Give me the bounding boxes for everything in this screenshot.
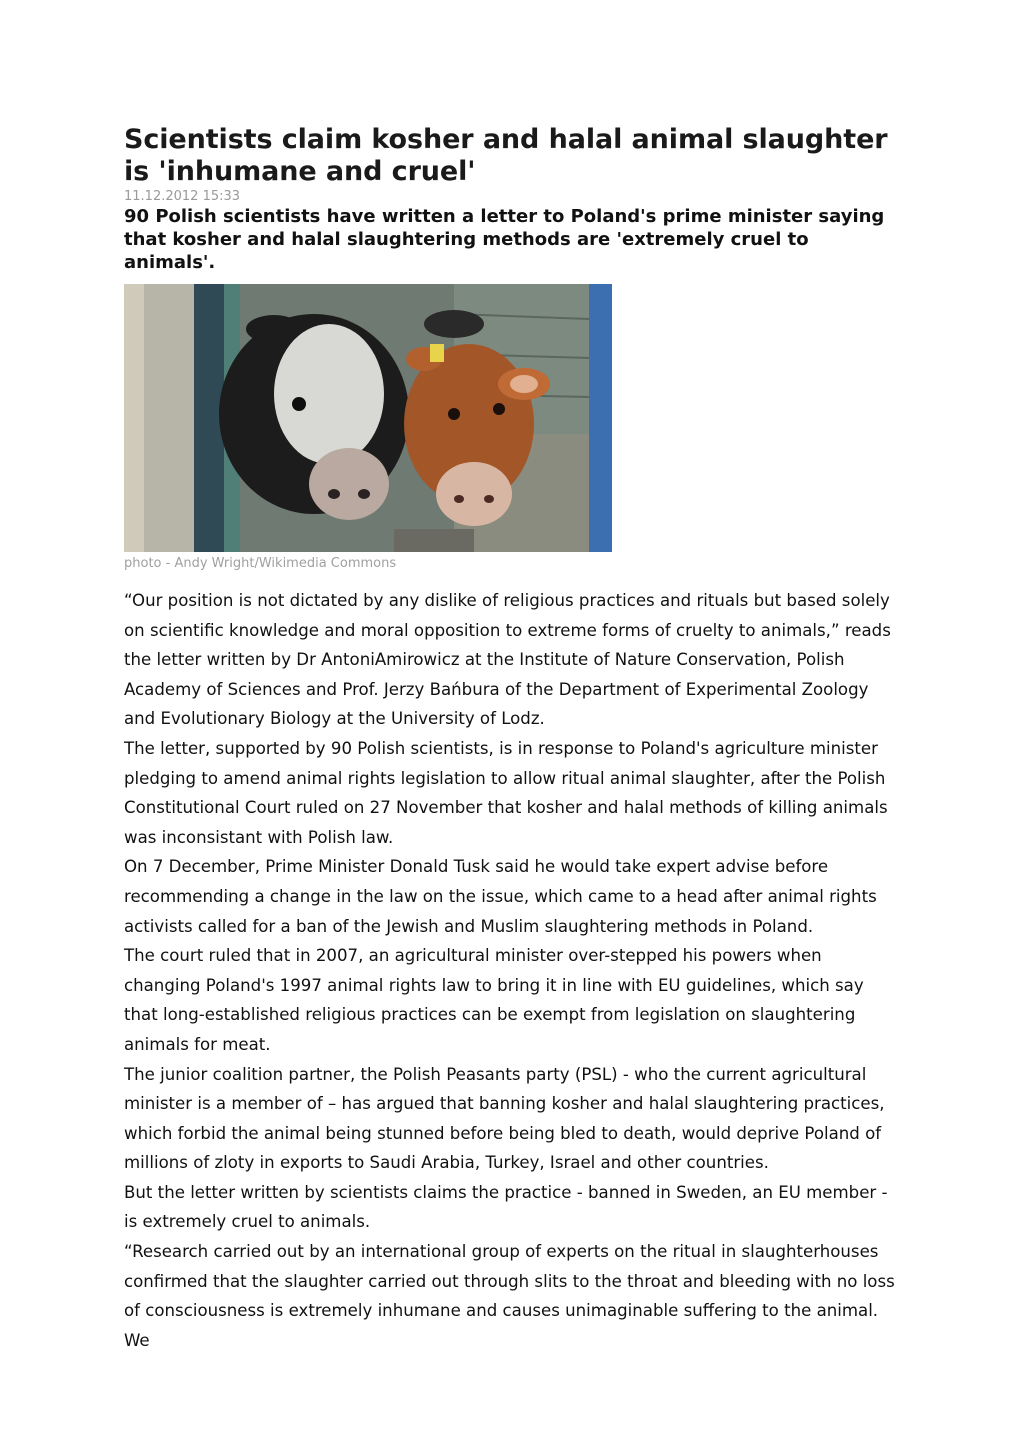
article-photo: [124, 284, 612, 552]
article-body: [124, 586, 900, 1355]
cows-photo: [124, 284, 612, 552]
article: [124, 124, 900, 1355]
article-lead: 90 Polish scientists have written a letter to Poland's prime minister saying that kosher and halal slaughtering methods are 'extremely cruel to animals'.: [124, 206, 885, 273]
paragraph: The court ruled that in 2007, an agricultural minister over-stepped his powers when changing Poland's 1997 animal rights law to bring it in line with EU guidelines, which say that long-established religious practices can be exempt from legislation on slaughtering animals for meat.: [124, 946, 864, 1054]
photo-caption: photo - Andy Wright/Wikimedia Commons: [124, 556, 397, 571]
article-title: Scientists claim kosher and halal animal slaughter is 'inhumane and cruel': [124, 124, 888, 187]
article-date: 11.12.2012 15:33: [124, 189, 241, 204]
paragraph: On 7 December, Prime Minister Donald Tusk said he would take expert advise before recommending a change in the law on the issue, which came to a head after animal rights activists called for a ban of the Jewish and Muslim slaughtering methods in Poland.: [124, 857, 877, 936]
paragraph: But the letter written by scientists claims the practice - banned in Sweden, an EU member - is extremely cruel to animals.: [124, 1182, 888, 1232]
paragraph: The junior coalition partner, the Polish Peasants party (PSL) - who the current agricultural minister is a member of – has argued that banning kosher and halal slaughtering practices, which forbid the animal being stunned before being bled to death, would deprive Poland of millions of zloty in exports to Saudi Arabia, Turkey, Israel and other countries.: [124, 1064, 885, 1173]
paragraph: The letter, supported by 90 Polish scientists, is in response to Poland's agriculture minister pledging to amend animal rights legislation to allow ritual animal slaughter, after the Polish Constitutional Court ruled on 27 November that kosher and halal methods of killing animals was inconsistant with Polish law.: [124, 738, 888, 847]
paragraph: “Research carried out by an international group of experts on the ritual in slaughterhouses confirmed that the slaughter carried out through slits to the throat and bleeding with no loss of consciousness is extremely inhumane and causes unimaginable suffering to the animal. We: [124, 1242, 895, 1350]
paragraph: “Our position is not dictated by any dislike of religious practices and rituals but based solely on scientific knowledge and moral opposition to extreme forms of cruelty to animals,” reads the letter written by Dr AntoniAmirowicz at the Institute of Nature Conservation, Polish Academy of Sciences and Prof. Jerzy Bańbura of the Department of Experimental Zoology and Evolutionary Biology at the University of Lodz.: [124, 591, 891, 729]
